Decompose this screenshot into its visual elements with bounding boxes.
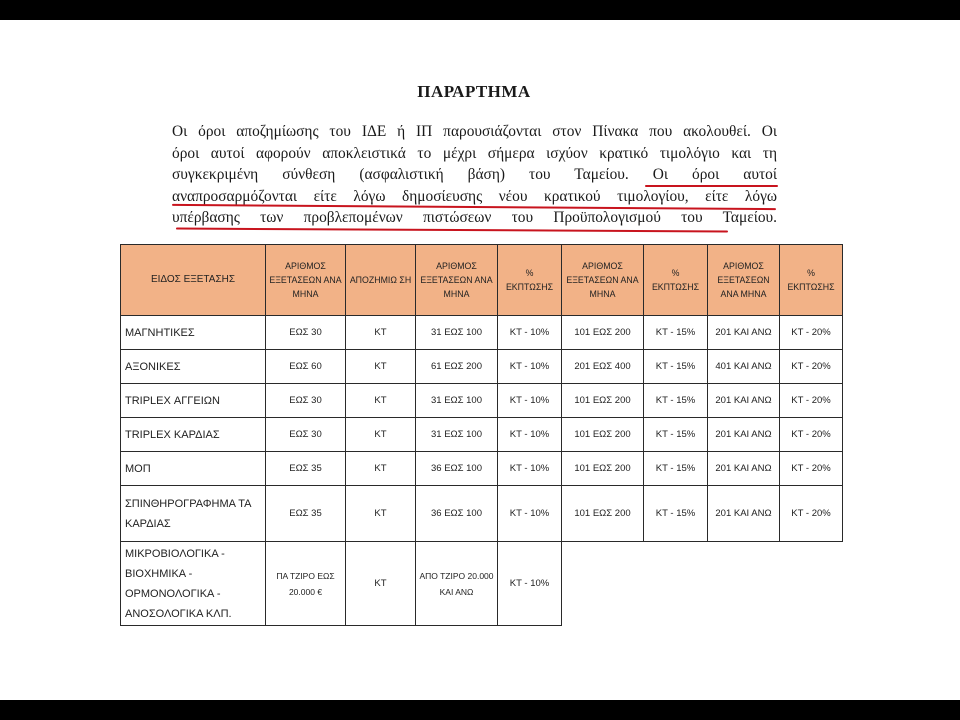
column-header: ΑΡΙΘΜΟΣ ΕΞΕΤΑΣΕΩΝ ΑΝΑ ΜΗΝΑ — [562, 245, 644, 316]
table-cell: ΜΟΠ — [121, 452, 266, 486]
table-row — [121, 486, 843, 542]
column-header: ΑΡΙΘΜΟΣ ΕΞΕΤΑΣΕΩΝ ΑΝΑ ΜΗΝΑ — [416, 245, 498, 316]
table-cell: ΚΤ — [346, 350, 416, 384]
table-cell: 101 ΕΩΣ 200 — [562, 384, 644, 418]
paragraph-line: αναπροσαρμόζονται είτε λόγω δημοσίευσης νέου κρατικού τιμολογίου, είτε λόγω — [172, 187, 777, 205]
table-cell: ΚΤ - 10% — [498, 350, 562, 384]
table-cell: ΚΤ - 10% — [498, 384, 562, 418]
table-cell: 31 ΕΩΣ 100 — [416, 418, 498, 452]
page-title: ΠΑΡΑΡΤΗΜΑ — [417, 82, 531, 101]
column-header: % ΕΚΠΤΩΣΗΣ — [644, 245, 708, 316]
table-cell: ΚΤ - 15% — [644, 418, 708, 452]
table-cell: ΚΤ — [346, 452, 416, 486]
table-cell: TRIPLEX ΚΑΡΔΙΑΣ — [121, 418, 266, 452]
table-cell: ΚΤ - 20% — [780, 350, 843, 384]
table-cell: TRIPLEX ΑΓΓΕΙΩΝ — [121, 384, 266, 418]
table-cell: ΚΤ - 15% — [644, 316, 708, 350]
empty-cell — [562, 542, 843, 626]
table-cell: ΜΙΚΡΟΒΙΟΛΟΓΙΚΑ - ΒΙΟΧΗΜΙΚΑ - ΟΡΜΟΝΟΛΟΓΙΚΑ - ΑΝΟΣΟΛΟΓΙΚΑ ΚΛΠ. — [121, 542, 266, 626]
table-cell: ΚΤ - 15% — [644, 350, 708, 384]
table-cell: 31 ΕΩΣ 100 — [416, 384, 498, 418]
table-cell: ΚΤ — [346, 384, 416, 418]
table-cell: 36 ΕΩΣ 100 — [416, 452, 498, 486]
table-cell: ΜΑΓΝΗΤΙΚΕΣ — [121, 316, 266, 350]
table-cell: 201 ΚΑΙ ΑΝΩ — [708, 316, 780, 350]
table-cell: 36 ΕΩΣ 100 — [416, 486, 498, 542]
table-cell: ΚΤ - 15% — [644, 486, 708, 542]
table-row — [121, 542, 843, 626]
table-cell: 401 ΚΑΙ ΑΝΩ — [708, 350, 780, 384]
table-cell: ΕΩΣ 35 — [266, 486, 346, 542]
table-cell: 101 ΕΩΣ 200 — [562, 418, 644, 452]
red-underline — [645, 185, 778, 187]
table-cell: ΠΑ ΤΖΙΡΟ ΕΩΣ 20.000 € — [266, 542, 346, 626]
table-cell: 101 ΕΩΣ 200 — [562, 452, 644, 486]
table-cell: 31 ΕΩΣ 100 — [416, 316, 498, 350]
table-cell: 101 ΕΩΣ 200 — [562, 486, 644, 542]
table-cell: ΚΤ - 20% — [780, 316, 843, 350]
table-cell: ΚΤ - 15% — [644, 384, 708, 418]
table-cell: ΚΤ — [346, 418, 416, 452]
table-cell: 101 ΕΩΣ 200 — [562, 316, 644, 350]
table-cell: ΚΤ - 20% — [780, 486, 843, 542]
table-row — [121, 452, 843, 486]
column-header: ΑΠΟΖΗΜΙΩ ΣΗ — [346, 245, 416, 316]
table-cell: 201 ΚΑΙ ΑΝΩ — [708, 418, 780, 452]
table-cell: 61 ΕΩΣ 200 — [416, 350, 498, 384]
table-row — [121, 316, 843, 350]
table-cell: ΕΩΣ 35 — [266, 452, 346, 486]
table-row — [121, 350, 843, 384]
paragraph-line: Οι όροι αποζημίωσης του ΙΔΕ ή ΙΠ παρουσιάζονται στον Πίνακα που ακολουθεί. Οι — [172, 123, 777, 140]
table-cell: ΚΤ - 10% — [498, 452, 562, 486]
table-cell: ΑΠΟ ΤΖΙΡΟ 20.000 ΚΑΙ ΑΝΩ — [416, 542, 498, 626]
table-cell: ΚΤ - 10% — [498, 418, 562, 452]
paragraph-line: συγκεκριμένη σύνθεση (ασφαλιστική βάση) του Ταμείου. Οι όροι αυτοί — [172, 166, 777, 183]
table-cell: ΣΠΙΝΘΗΡΟΓΡΑΦΗΜΑ ΤΑ ΚΑΡΔΙΑΣ — [121, 486, 266, 542]
table-cell: ΚΤ - 20% — [780, 452, 843, 486]
column-header: % ΕΚΠΤΩΣΗΣ — [780, 245, 843, 316]
table-header-row — [121, 245, 843, 316]
intro-paragraph — [172, 121, 777, 229]
paragraph-line: όροι αυτοί αφορούν αποκλειστικά το μέχρι σήμερα ισχύον κρατικό τιμολόγιο και τη — [172, 144, 777, 162]
table-cell: ΚΤ - 10% — [498, 486, 562, 542]
table-cell: ΕΩΣ 30 — [266, 418, 346, 452]
table-cell: ΚΤ - 20% — [780, 384, 843, 418]
table-cell: ΑΞΟΝΙΚΕΣ — [121, 350, 266, 384]
table-cell: 201 ΚΑΙ ΑΝΩ — [708, 452, 780, 486]
table-cell: ΚΤ - 10% — [498, 316, 562, 350]
document-page — [0, 20, 960, 700]
table-row — [121, 418, 843, 452]
table-cell: ΚΤ — [346, 486, 416, 542]
table-cell: 201 ΕΩΣ 400 — [562, 350, 644, 384]
table-row — [121, 384, 843, 418]
column-header: ΕΙΔΟΣ ΕΞΕΤΑΣΗΣ — [121, 245, 266, 316]
table-cell: ΚΤ — [346, 316, 416, 350]
table-cell: ΕΩΣ 30 — [266, 316, 346, 350]
table-cell: ΚΤ — [346, 542, 416, 626]
table-cell: 201 ΚΑΙ ΑΝΩ — [708, 486, 780, 542]
column-header: ΑΡΙΘΜΟΣ ΕΞΕΤΑΣΕΩΝ ΑΝΑ ΜΗΝΑ — [266, 245, 346, 316]
column-header: % ΕΚΠΤΩΣΗΣ — [498, 245, 562, 316]
table-cell: 201 ΚΑΙ ΑΝΩ — [708, 384, 780, 418]
table-cell: ΕΩΣ 30 — [266, 384, 346, 418]
compensation-table — [120, 244, 843, 626]
table-cell: ΚΤ - 20% — [780, 418, 843, 452]
column-header: ΑΡΙΘΜΟΣ ΕΞΕΤΑΣΕΩΝ ΑΝΑ ΜΗΝΑ — [708, 245, 780, 316]
table-cell: ΕΩΣ 60 — [266, 350, 346, 384]
paragraph-line: υπέρβασης των προβλεπομένων πιστώσεων του Προϋπολογισμού του Ταμείου. — [172, 209, 777, 226]
table-cell: ΚΤ - 15% — [644, 452, 708, 486]
table-cell: ΚΤ - 10% — [498, 542, 562, 626]
